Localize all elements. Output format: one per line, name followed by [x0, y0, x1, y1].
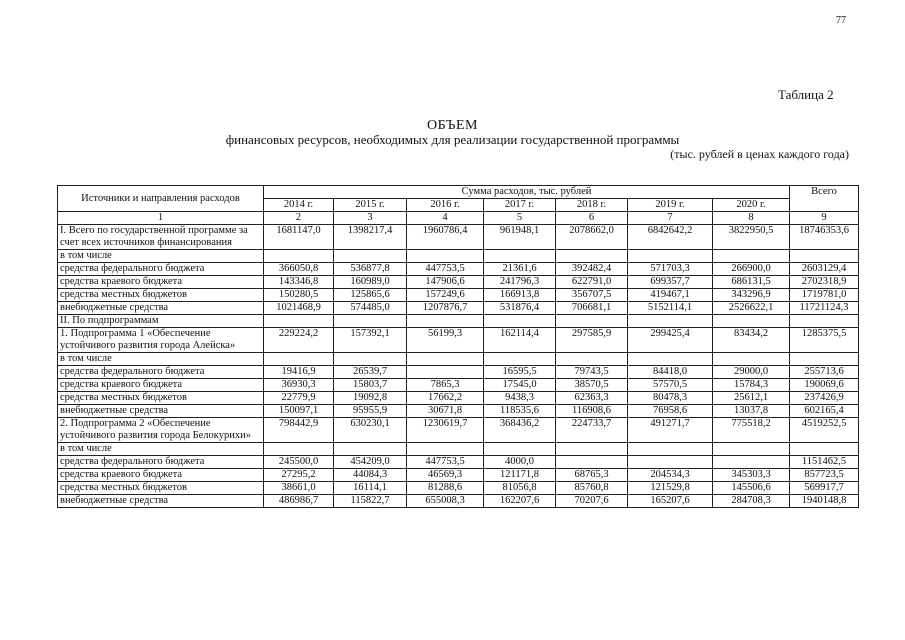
row-year-value: 1021468,9	[264, 302, 334, 315]
row-year-value: 44084,3	[334, 469, 407, 482]
row-year-value: 80478,3	[628, 392, 713, 405]
row-year-value: 356707,5	[556, 289, 628, 302]
row-total-value	[790, 353, 859, 366]
row-year-value	[264, 443, 334, 456]
row-total-value: 1285375,5	[790, 328, 859, 353]
column-number: 4	[407, 212, 484, 225]
row-year-value: 62363,3	[556, 392, 628, 405]
row-year-value: 116908,6	[556, 405, 628, 418]
year-header: 2018 г.	[556, 199, 628, 212]
row-year-value: 224733,7	[556, 418, 628, 443]
row-total-value	[790, 315, 859, 328]
row-year-value: 84418,0	[628, 366, 713, 379]
table-row	[58, 418, 859, 443]
row-year-value: 19416,9	[264, 366, 334, 379]
row-year-value	[407, 315, 484, 328]
row-year-value	[334, 315, 407, 328]
row-year-value: 166913,8	[484, 289, 556, 302]
row-year-value: 447753,5	[407, 456, 484, 469]
row-year-value	[407, 250, 484, 263]
row-year-value: 83434,2	[713, 328, 790, 353]
row-year-value	[484, 315, 556, 328]
column-number: 9	[790, 212, 859, 225]
row-year-value	[484, 443, 556, 456]
row-year-value: 366050,8	[264, 263, 334, 276]
year-header: 2020 г.	[713, 199, 790, 212]
column-number: 6	[556, 212, 628, 225]
row-year-value	[713, 443, 790, 456]
table-body	[58, 225, 859, 508]
row-year-value	[407, 366, 484, 379]
row-year-value	[713, 353, 790, 366]
table-row	[58, 392, 859, 405]
row-year-value: 15803,7	[334, 379, 407, 392]
row-year-value: 125865,6	[334, 289, 407, 302]
row-total-value: 1940148,8	[790, 495, 859, 508]
row-year-value: 6842642,2	[628, 225, 713, 250]
row-year-value: 36930,3	[264, 379, 334, 392]
year-header: 2014 г.	[264, 199, 334, 212]
table-row	[58, 405, 859, 418]
row-year-value: 157249,6	[407, 289, 484, 302]
row-label: средства краевого бюджета	[58, 276, 264, 289]
row-year-value: 162207,6	[484, 495, 556, 508]
row-year-value: 798442,9	[264, 418, 334, 443]
row-year-value: 118535,6	[484, 405, 556, 418]
row-year-value: 1681147,0	[264, 225, 334, 250]
row-year-value	[484, 250, 556, 263]
table-row	[58, 443, 859, 456]
row-year-value: 68765,3	[556, 469, 628, 482]
row-total-value: 1719781,0	[790, 289, 859, 302]
row-year-value: 150280,5	[264, 289, 334, 302]
row-year-value: 121171,8	[484, 469, 556, 482]
row-year-value: 30671,8	[407, 405, 484, 418]
row-year-value: 491271,7	[628, 418, 713, 443]
row-year-value: 115822,7	[334, 495, 407, 508]
row-year-value: 81056,8	[484, 482, 556, 495]
table-row	[58, 469, 859, 482]
row-year-value: 447753,5	[407, 263, 484, 276]
row-year-value	[264, 250, 334, 263]
row-year-value	[556, 250, 628, 263]
row-year-value: 1398217,4	[334, 225, 407, 250]
row-label: средства федерального бюджета	[58, 456, 264, 469]
row-year-value	[713, 250, 790, 263]
row-year-value: 655008,3	[407, 495, 484, 508]
row-year-value	[556, 353, 628, 366]
row-label: II. По подпрограммам	[58, 315, 264, 328]
table-row	[58, 315, 859, 328]
row-year-value: 85760,8	[556, 482, 628, 495]
row-label: в том числе	[58, 353, 264, 366]
row-year-value: 56199,3	[407, 328, 484, 353]
row-year-value	[334, 250, 407, 263]
row-total-value: 255713,6	[790, 366, 859, 379]
row-year-value: 121529,8	[628, 482, 713, 495]
row-label: в том числе	[58, 443, 264, 456]
row-year-value: 147906,6	[407, 276, 484, 289]
row-year-value	[556, 443, 628, 456]
row-label: средства федерального бюджета	[58, 366, 264, 379]
row-year-value: 13037,8	[713, 405, 790, 418]
row-year-value: 345303,3	[713, 469, 790, 482]
table-row	[58, 353, 859, 366]
table-row	[58, 482, 859, 495]
table-row	[58, 379, 859, 392]
row-total-value: 569917,7	[790, 482, 859, 495]
row-total-value: 4519252,5	[790, 418, 859, 443]
row-year-value: 157392,1	[334, 328, 407, 353]
row-year-value	[628, 315, 713, 328]
total-column-header: Всего	[790, 186, 859, 212]
row-year-value: 79743,5	[556, 366, 628, 379]
column-number: 2	[264, 212, 334, 225]
row-year-value: 204534,3	[628, 469, 713, 482]
row-year-value: 145506,6	[713, 482, 790, 495]
year-header: 2016 г.	[407, 199, 484, 212]
row-year-value: 46569,3	[407, 469, 484, 482]
row-label: внебюджетные средства	[58, 405, 264, 418]
source-column-header: Источники и направления расходов	[58, 186, 264, 212]
table-row	[58, 276, 859, 289]
column-number: 7	[628, 212, 713, 225]
column-number: 3	[334, 212, 407, 225]
year-header: 2017 г.	[484, 199, 556, 212]
table-row	[58, 250, 859, 263]
row-year-value	[484, 353, 556, 366]
row-year-value: 245500,0	[264, 456, 334, 469]
row-label: средства местных бюджетов	[58, 392, 264, 405]
row-year-value: 95955,9	[334, 405, 407, 418]
row-label: средства местных бюджетов	[58, 289, 264, 302]
row-year-value	[713, 315, 790, 328]
row-year-value: 81288,6	[407, 482, 484, 495]
row-year-value: 343296,9	[713, 289, 790, 302]
document-subtitle: финансовых ресурсов, необходимых для реализации государственной программы	[225, 132, 680, 147]
row-year-value: 16595,5	[484, 366, 556, 379]
column-number-row	[58, 212, 859, 225]
row-year-value: 297585,9	[556, 328, 628, 353]
row-label: в том числе	[58, 250, 264, 263]
table-row	[58, 302, 859, 315]
row-year-value: 76958,6	[628, 405, 713, 418]
row-label: средства местных бюджетов	[58, 482, 264, 495]
financial-resources-table	[57, 185, 859, 508]
row-total-value: 602165,4	[790, 405, 859, 418]
row-year-value	[264, 353, 334, 366]
row-year-value: 38661,0	[264, 482, 334, 495]
table-row	[58, 328, 859, 353]
row-year-value: 165207,6	[628, 495, 713, 508]
row-year-value	[628, 443, 713, 456]
table-row	[58, 263, 859, 276]
row-year-value: 160989,0	[334, 276, 407, 289]
row-label: средства краевого бюджета	[58, 469, 264, 482]
row-year-value	[334, 353, 407, 366]
row-total-value: 11721124,3	[790, 302, 859, 315]
row-year-value	[628, 250, 713, 263]
row-year-value	[713, 456, 790, 469]
row-year-value: 143346,8	[264, 276, 334, 289]
row-year-value: 622791,0	[556, 276, 628, 289]
row-year-value: 9438,3	[484, 392, 556, 405]
row-year-value: 299425,4	[628, 328, 713, 353]
row-year-value: 16114,1	[334, 482, 407, 495]
row-year-value: 3822950,5	[713, 225, 790, 250]
row-year-value: 284708,3	[713, 495, 790, 508]
row-total-value: 18746353,6	[790, 225, 859, 250]
row-year-value: 699357,7	[628, 276, 713, 289]
row-total-value: 237426,9	[790, 392, 859, 405]
row-year-value: 486986,7	[264, 495, 334, 508]
row-year-value	[264, 315, 334, 328]
row-year-value: 150097,1	[264, 405, 334, 418]
table-row	[58, 366, 859, 379]
row-year-value: 15784,3	[713, 379, 790, 392]
row-year-value	[556, 456, 628, 469]
row-label: средства федерального бюджета	[58, 263, 264, 276]
row-label: 1. Подпрограмма 1 «Обеспечение устойчивого развития города Алейска»	[58, 328, 264, 353]
row-year-value: 419467,1	[628, 289, 713, 302]
row-year-value: 368436,2	[484, 418, 556, 443]
year-header: 2015 г.	[334, 199, 407, 212]
sum-column-header: Сумма расходов, тыс. рублей	[264, 186, 790, 199]
row-year-value: 19092,8	[334, 392, 407, 405]
row-year-value: 38570,5	[556, 379, 628, 392]
table-row	[58, 495, 859, 508]
row-year-value: 17662,2	[407, 392, 484, 405]
row-label: средства краевого бюджета	[58, 379, 264, 392]
row-year-value: 7865,3	[407, 379, 484, 392]
table-row	[58, 289, 859, 302]
row-total-value	[790, 250, 859, 263]
row-year-value: 57570,5	[628, 379, 713, 392]
row-year-value: 961948,1	[484, 225, 556, 250]
table-row	[58, 456, 859, 469]
row-total-value: 857723,5	[790, 469, 859, 482]
row-total-value	[790, 443, 859, 456]
row-year-value	[628, 456, 713, 469]
row-total-value: 190069,6	[790, 379, 859, 392]
row-year-value: 5152114,1	[628, 302, 713, 315]
row-year-value: 17545,0	[484, 379, 556, 392]
document-title: ОБЪЕМ	[426, 118, 478, 133]
row-year-value	[556, 315, 628, 328]
page-number: 77	[836, 15, 846, 26]
row-year-value: 70207,6	[556, 495, 628, 508]
row-year-value: 2078662,0	[556, 225, 628, 250]
year-header: 2019 г.	[628, 199, 713, 212]
row-year-value: 1960786,4	[407, 225, 484, 250]
row-year-value	[334, 443, 407, 456]
row-year-value: 1230619,7	[407, 418, 484, 443]
row-year-value: 4000,0	[484, 456, 556, 469]
row-year-value: 266900,0	[713, 263, 790, 276]
row-year-value: 27295,2	[264, 469, 334, 482]
row-total-value: 2603129,4	[790, 263, 859, 276]
row-year-value: 241796,3	[484, 276, 556, 289]
table-row	[58, 225, 859, 250]
row-year-value	[628, 353, 713, 366]
row-label: внебюджетные средства	[58, 495, 264, 508]
row-year-value: 775518,2	[713, 418, 790, 443]
row-year-value: 162114,4	[484, 328, 556, 353]
row-year-value: 392482,4	[556, 263, 628, 276]
row-year-value: 686131,5	[713, 276, 790, 289]
column-number: 5	[484, 212, 556, 225]
row-year-value: 630230,1	[334, 418, 407, 443]
row-year-value: 21361,6	[484, 263, 556, 276]
row-year-value: 29000,0	[713, 366, 790, 379]
row-year-value: 531876,4	[484, 302, 556, 315]
row-year-value: 22779,9	[264, 392, 334, 405]
row-year-value: 706681,1	[556, 302, 628, 315]
row-label: внебюджетные средства	[58, 302, 264, 315]
row-label: 2. Подпрограмма 2 «Обеспечение устойчивого развития города Белокурихи»	[58, 418, 264, 443]
row-year-value: 571703,3	[628, 263, 713, 276]
units-note: (тыс. рублей в ценах каждого года)	[670, 147, 849, 161]
row-total-value: 1151462,5	[790, 456, 859, 469]
column-number: 1	[58, 212, 264, 225]
row-year-value	[407, 443, 484, 456]
row-year-value	[407, 353, 484, 366]
row-year-value: 26539,7	[334, 366, 407, 379]
column-number: 8	[713, 212, 790, 225]
row-year-value: 1207876,7	[407, 302, 484, 315]
row-year-value: 229224,2	[264, 328, 334, 353]
row-total-value: 2702318,9	[790, 276, 859, 289]
row-year-value: 574485,0	[334, 302, 407, 315]
row-year-value: 454209,0	[334, 456, 407, 469]
table-label: Таблица 2	[778, 87, 834, 102]
row-year-value: 536877,8	[334, 263, 407, 276]
header-row-top	[58, 186, 859, 199]
row-year-value: 25612,1	[713, 392, 790, 405]
row-year-value: 2526622,1	[713, 302, 790, 315]
row-label: I. Всего по государственной программе за счет всех источников финансирования	[58, 225, 264, 250]
